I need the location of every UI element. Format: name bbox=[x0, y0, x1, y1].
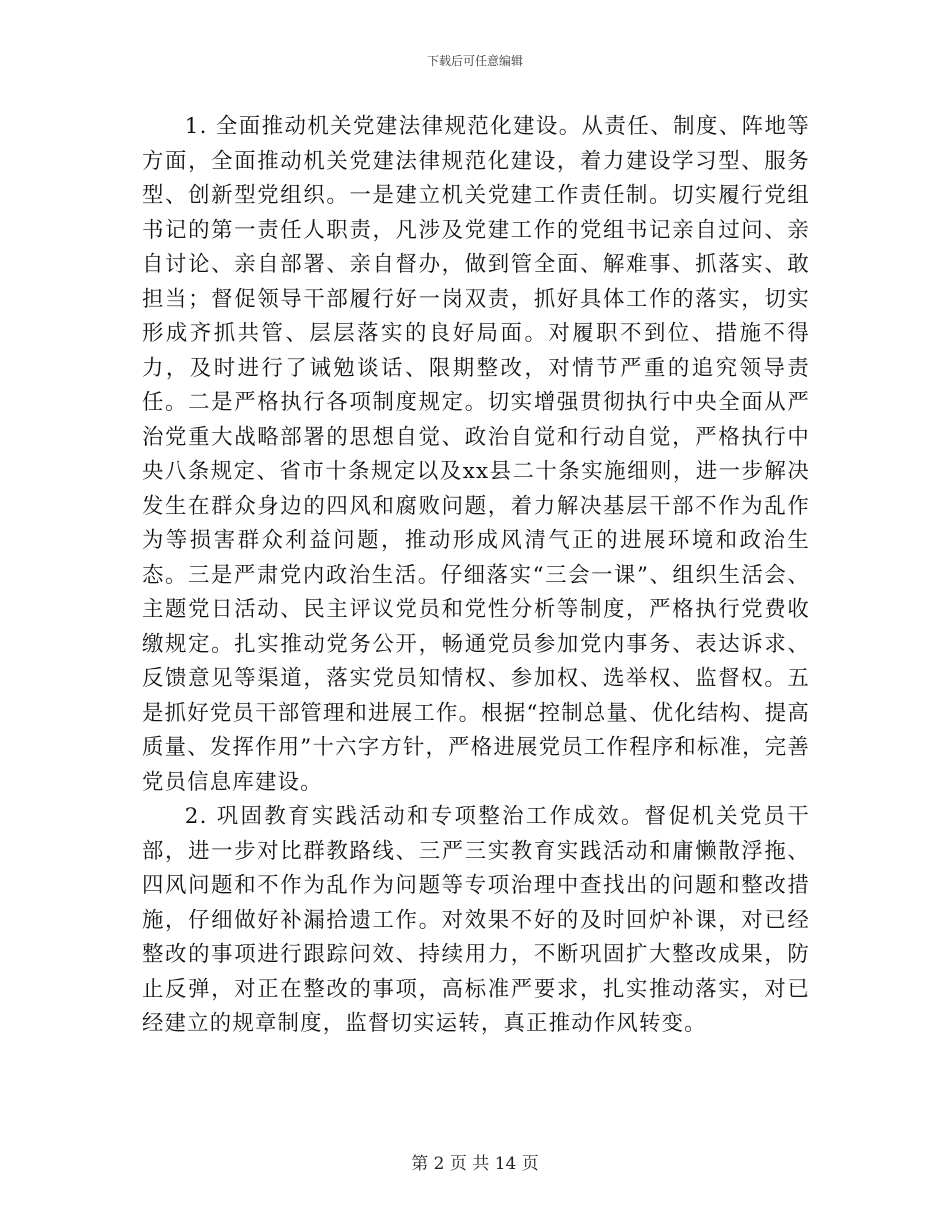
paragraph-2: 2. 巩固教育实践活动和专项整治工作成效。督促机关党员干部，进一步对比群教路线、三严三实教育实践活动和庸懒散浮拖、四风问题和不作为乱作为问题等专项治理中查找出的问题和整改措施，仔细做好补漏拾遗工作。对效果不好的及时回炉补课，对已经整改的事项进行跟踪问效、持续用力，不断巩固扩大整改成果，防止反弹，对正在整改的事项，高标准严要求，扎实推动落实，对已经建立的规章制度，监督切实运转，真正推动作风转变。 bbox=[142, 804, 810, 1036]
paragraph-1: 1. 全面推动机关党建法律规范化建设。从责任、制度、阵地等方面，全面推动机关党建法律规范化建设，着力建设学习型、服务型、创新型党组织。一是建立机关党建工作责任制。切实履行党组书记的第一责任人职责，凡涉及党建工作的党组书记亲自过问、亲自讨论、亲自部署、亲自督办，做到管全面、解难事、抓落实、敢担当；督促领导干部履行好一岗双责，抓好具体工作的落实，切实形成齐抓共管、层层落实的良好局面。对履职不到位、措施不得力，及时进行了诫勉谈话、限期整改，对情节严重的追究领导责任。二是严格执行各项制度规定。切实增强贯彻执行中央全面从严治党重大战略部署的思想自觉、政治自觉和行动自觉，严格执行中央八条规定、省市十条规定以及xx县二十条实施细则，进一步解决发生在群众身边的四风和腐败问题，着力解决基层干部不作为乱作为等损害群众利益问题，推动形成风清气正的进展环境和政治生态。三是严肃党内政治生活。仔细落实“三会一课”、组织生活会、主题党日活动、民主评议党员和党性分析等制度，严格执行党费收缴规定。扎实推动党务公开，畅通党员参加党内事务、表达诉求、反馈意见等渠道，落实党员知情权、参加权、选举权、监督权。五是抓好党员干部管理和进展工作。根据“控制总量、优化结构、提高质量、发挥作用”十六字方针，严格进展党员工作程序和标准，完善党员信息库建设。 bbox=[142, 114, 810, 795]
page-header: 下载后可任意编辑 bbox=[426, 54, 523, 68]
page-number-footer: 第 2 页 共 14 页 bbox=[411, 1154, 539, 1174]
document-body bbox=[142, 110, 810, 1042]
